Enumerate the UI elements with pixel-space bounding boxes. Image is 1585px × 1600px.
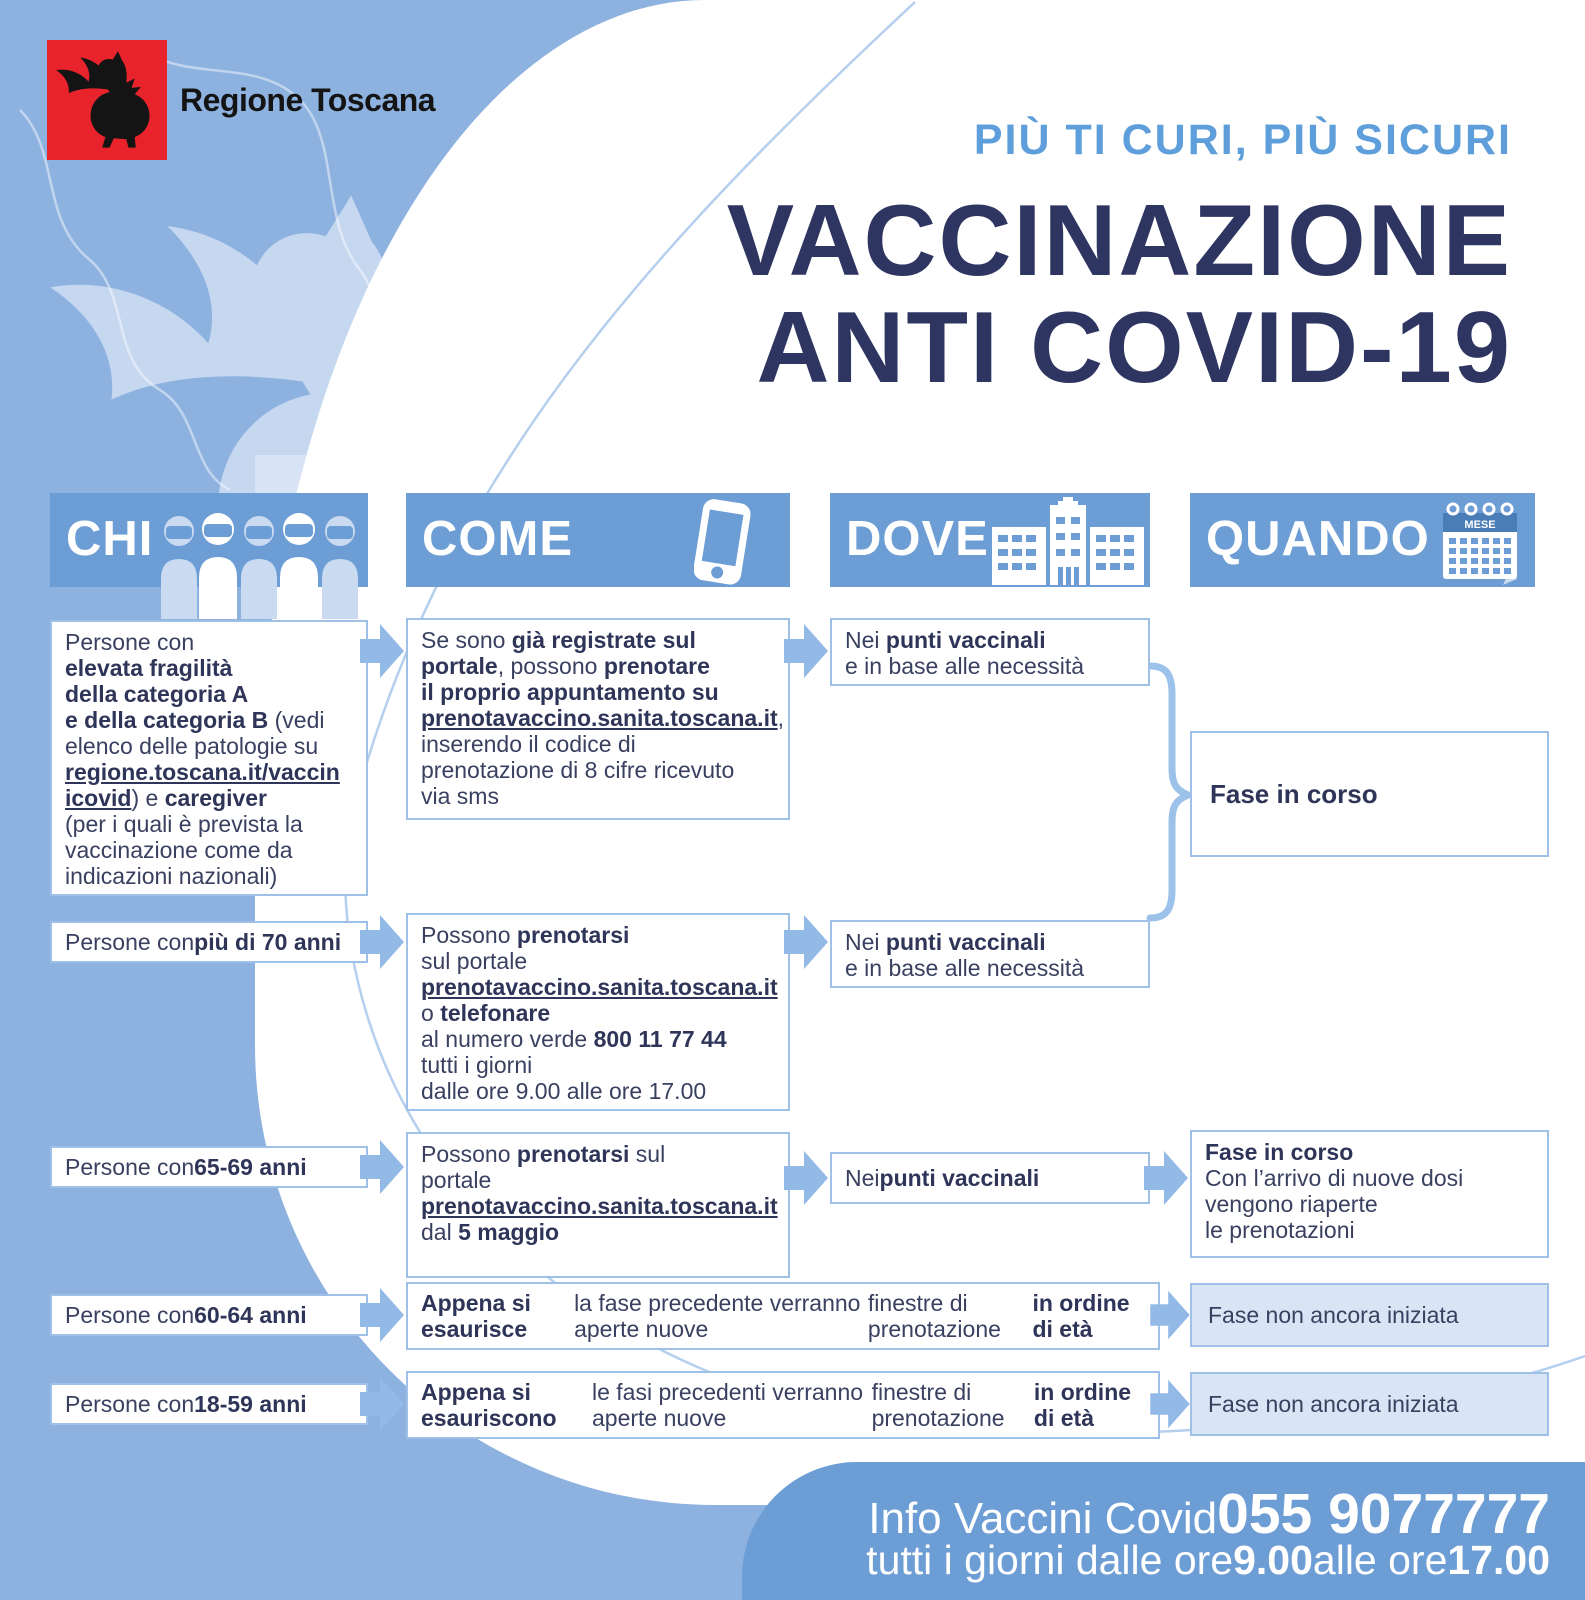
hospital-icon [992,497,1144,585]
arrow-right-icon [360,1286,404,1344]
arrow-right-icon [784,1149,828,1207]
come-row1-box: Se sono già registrate sul portale, possono prenotare il proprio appuntamento su prenotavaccino.sanita.toscana.it, inserendo il codice di prenotazione di 8 cifre ricevuto via sms [406,618,790,820]
chi-row5-box: Persone con 18-59 anni [50,1383,368,1425]
quando-row1-box: Fase in corso [1190,731,1549,857]
regione-toscana-logo [47,40,167,160]
arrow-right-icon [784,622,828,680]
pegasus-icon [53,46,161,154]
page-title [726,185,1512,405]
come-row3-box: Possono prenotarsi sul portale prenotavaccino.sanita.toscana.it dal 5 maggio [406,1132,790,1278]
dove-row2-box: Nei punti vaccinali e in base alle necessità [830,920,1150,988]
arrow-right-icon [1150,1289,1190,1341]
quando-row4-box: Fase non ancora iniziata [1190,1283,1549,1347]
brand-name: Regione Toscana [180,82,436,118]
tagline: PIÙ TI CURI, PIÙ SICURI [973,116,1512,164]
column-label: DOVE [846,512,989,566]
people-icon [156,509,364,619]
link-prenotavaccino[interactable]: prenotavaccino.sanita.toscana.it [421,705,778,731]
link-prenotavaccino[interactable]: prenotavaccino.sanita.toscana.it [421,974,778,1000]
footer-info-line: Info Vaccini Covid 055 9077777 [868,1482,1550,1546]
link-regione-toscana-vaccinicovid[interactable]: regione.toscana.it/vaccin [65,759,340,785]
column-header-quando [1190,493,1535,587]
arrow-right-icon [360,913,404,971]
column-header-dove [830,493,1150,587]
column-header-chi [50,493,368,587]
column-label: COME [422,512,573,566]
chi-row2-box: Persone con più di 70 anni [50,921,368,963]
arrow-right-icon [360,622,404,680]
chi-row4-box: Persone con 60-64 anni [50,1294,368,1336]
quando-row5-box: Fase non ancora iniziata [1190,1372,1549,1436]
chi-row1-box: Persone con elevata fragilità della categoria A e della categoria B (vedi elenco delle patologie su regione.toscana.it/vaccin icovid) e caregiver (per i quali è prevista la vaccinazione come da indicazioni nazionali) [50,620,368,896]
column-label: QUANDO [1206,512,1430,566]
column-header-come [406,493,790,587]
link-regione-toscana-vaccinicovid[interactable]: icovid [65,785,132,811]
chi-row3-box: Persone con 65-69 anni [50,1146,368,1188]
calendar-icon [1437,497,1527,587]
arrow-right-icon [360,1375,404,1433]
calendar-month-label: MESE [1464,519,1496,531]
dove-row3-box: Nei punti vaccinali [830,1152,1150,1204]
footer-hours-line: tutti i giorni dalle ore 9.00 alle ore 17.00 [866,1537,1550,1583]
come-dove-row5-box: Appena si esauriscono le fasi precedenti verranno aperte nuove finestre di prenotazione in ordine di età [406,1371,1160,1439]
come-row2-box: Possono prenotarsi sul portale prenotavaccino.sanita.toscana.it o telefonare al numero verde 800 11 77 44 tutti i giorni dalle ore 9.00 alle ore 17.00 [406,913,790,1111]
arrow-right-icon [1150,1378,1190,1430]
link-prenotavaccino[interactable]: prenotavaccino.sanita.toscana.it [421,1193,778,1219]
column-label: CHI [66,512,154,566]
arrow-right-icon [360,1138,404,1196]
dove-row1-box: Nei punti vaccinali e in base alle necessità [830,618,1150,686]
arrow-right-icon [1144,1149,1188,1207]
phone-icon [694,499,752,585]
title-line2: ANTI COVID-19 [756,292,1512,405]
quando-row3-box: Fase in corso Con l’arrivo di nuove dosi vengono riaperte le prenotazioni [1190,1130,1549,1258]
arrow-right-icon [784,913,828,971]
come-dove-row4-box: Appena si esaurisce la fase precedente verranno aperte nuove finestre di prenotazione in ordine di età [406,1282,1160,1350]
title-line1: VACCINAZIONE [726,185,1512,297]
